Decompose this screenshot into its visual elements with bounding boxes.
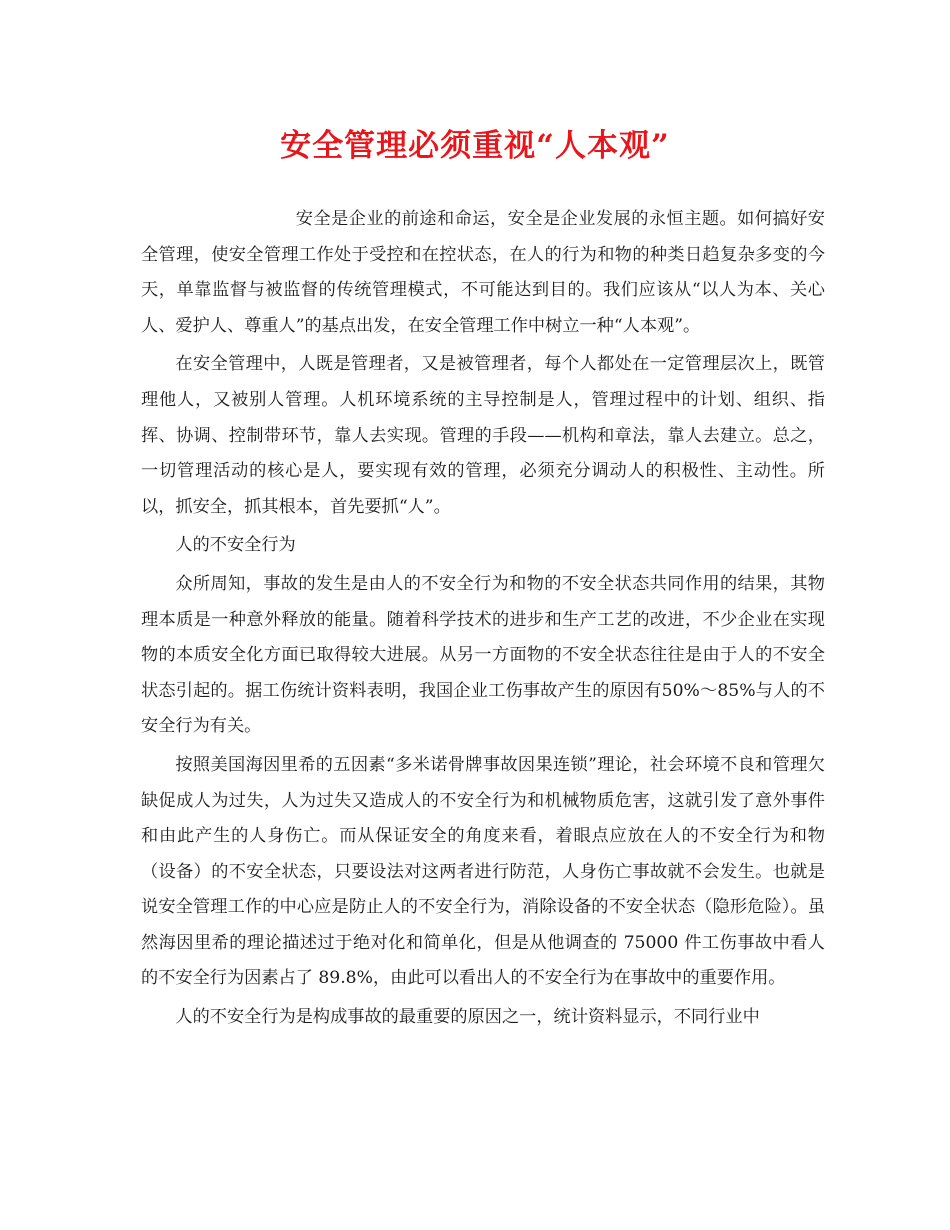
- section-heading-unsafe-behavior: 人的不安全行为: [175, 535, 296, 556]
- paragraph-heinrich-theory: 按照美国海因里希的五因素“多米诺骨牌事故因果连锁”理论，社会环境不良和管理欠缺促成人为过失，人为过失又造成人的不安全行为和机械物质危害，这就引发了意外事件和由此产生的人身伤亡。而从保证安全的角度来看，着眼点应放在人的不安全行为和物（设备）的不安全状态，只要设法对这两者进行防范，人身伤亡事故就不会发生。也就是说安全管理工作的中心应是防止人的不安全行为，消除设备的不安全状态（隐形危险）。虽然海因里希的理论描述过于绝对化和简单化，但是从他调查的 75000 件工伤事故中看人的不安全行为因素占了 89.8%，由此可以看出人的不安全行为在事故中的重要作用。: [141, 754, 825, 989]
- paragraph-intro: 安全是企业的前途和命运，安全是企业发展的永恒主题。如何搞好安全管理，使安全管理工作处于受控和在控状态，在人的行为和物的种类日趋复杂多变的今天，单靠监督与被监督的传统管理模式，不可能达到目的。我们应该从“以人为本、关心人、爱护人、尊重人”的基点出发，在安全管理工作中树立一种“人本观”。: [141, 209, 825, 336]
- paragraph-accident-causes: 众所周知，事故的发生是由人的不安全行为和物的不安全状态共同作用的结果，其物理本质是一种意外释放的能量。随着科学技术的进步和生产工艺的改进，不少企业在实现物的本质安全化方面已取得较大进展。从另一方面物的不安全状态往往是由于人的不安全状态引起的。据工伤统计资料表明，我国企业工伤事故产生的原因有50%～85%与人的不安全行为有关。: [141, 573, 825, 737]
- document-body: [141, 202, 825, 1039]
- document-title: 安全管理必须重视“人本观”: [280, 128, 670, 164]
- paragraph-statistics: 人的不安全行为是构成事故的最重要的原因之一，统计资料显示，不同行业中: [175, 1007, 760, 1028]
- paragraph-management: 在安全管理中，人既是管理者，又是被管理者，每个人都处在一定管理层次上，既管理他人，又被别人管理。人机环境系统的主导控制是人，管理过程中的计划、组织、指挥、协调、控制带环节，靠人去实现。管理的手段——机构和章法，靠人去建立。总之，一切管理活动的核心是人，要实现有效的管理，必须充分调动人的积极性、主动性。所以，抓安全，抓其根本，首先要抓“人”。: [141, 354, 825, 517]
